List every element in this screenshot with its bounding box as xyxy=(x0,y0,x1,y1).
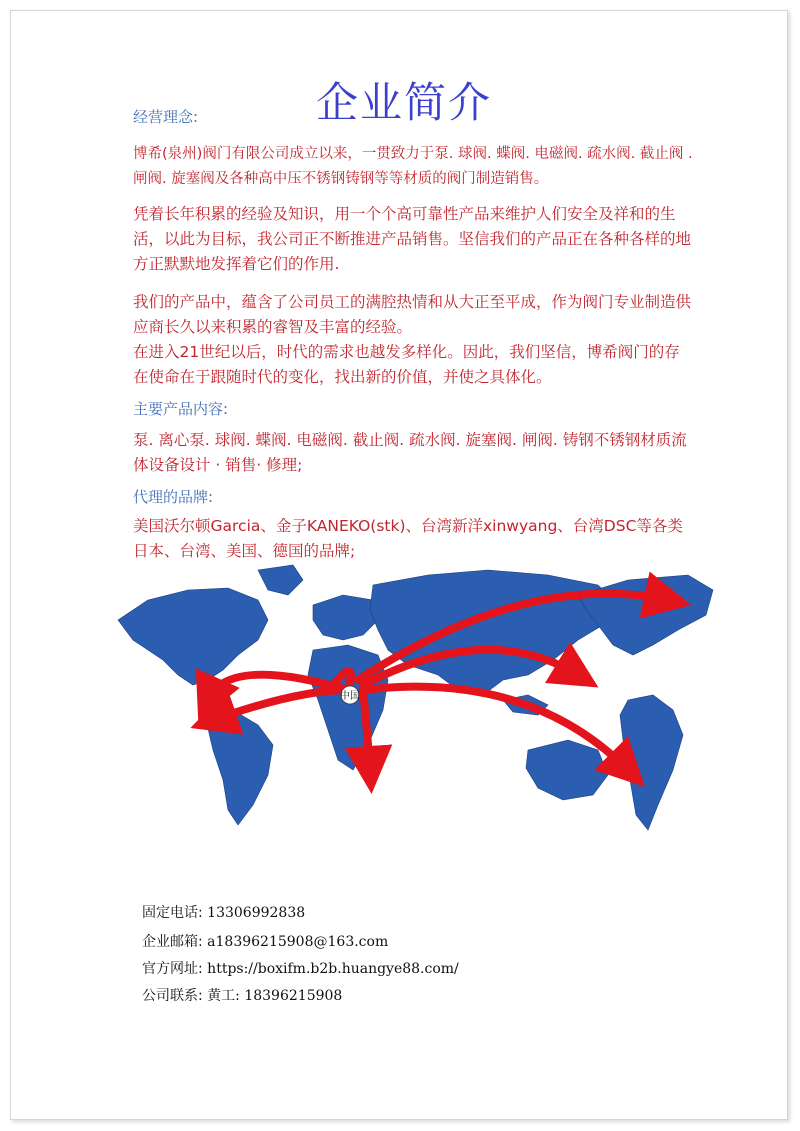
contact-person-line xyxy=(142,985,342,1005)
email-label: 企业邮箱: xyxy=(142,934,203,950)
products-heading: 主要产品内容: xyxy=(133,400,229,418)
phone-line xyxy=(142,902,305,922)
mission-paragraph: 凭着长年积累的经验及知识，用一个个高可靠性产品来维护人们安全及祥和的生活，以此为目标，我公司正不断推进产品销售。坚信我们的产品正在各种各样的地方正默默地发挥着它们的作用. xyxy=(133,205,692,273)
world-map xyxy=(108,560,718,860)
contact-person-value: 黄工: 18396215908 xyxy=(207,988,343,1004)
intro-paragraph: 博希(泉州)阀门有限公司成立以来，一贯致力于泵. 球阀. 蝶阀. 电磁阀. 疏水阀. 截止阀 . 闸阀. 旋塞阀及各种高中压不锈钢铸钢等等材质的阀门制造销售。 xyxy=(133,146,693,187)
page-title: 企业简介 xyxy=(316,78,493,127)
website-line xyxy=(142,958,459,978)
email-line xyxy=(142,931,388,951)
future-paragraph: 在进入21世纪以后，时代的需求也越发多样化。因此，我们坚信，博希阀门的存在使命在于跟随时代的变化，找出新的价值，并使之具体化。 xyxy=(133,343,680,386)
website-value[interactable]: https://boxifm.b2b.huangye88.com/ xyxy=(207,961,459,977)
products-paragraph: 我们的产品中，蕴含了公司员工的满腔热情和从大正至平成，作为阀门专业制造供应商长久以来积累的睿智及丰富的经验。 xyxy=(133,293,692,336)
products-list: 泵. 离心泵. 球阀. 蝶阀. 电磁阀. 截止阀. 疏水阀. 旋塞阀. 闸阀. 铸钢不锈钢材质流体设备设计 · 销售· 修理; xyxy=(133,431,687,474)
phone-value: 13306992838 xyxy=(207,905,306,921)
china-label: 中国 xyxy=(340,691,360,702)
brands-list: 美国沃尔顿Garcia、金子KANEKO(stk)、台湾新洋xinwyang、台湾DSC等各类日本、台湾、美国、德国的品牌; xyxy=(133,517,683,560)
phone-label: 固定电话: xyxy=(142,905,203,921)
website-label: 官方网址: xyxy=(142,961,203,977)
email-value[interactable]: a18396215908@163.com xyxy=(207,934,389,950)
philosophy-heading: 经营理念: xyxy=(133,108,199,126)
brands-heading: 代理的品牌: xyxy=(133,488,214,506)
contact-person-label: 公司联系: xyxy=(142,988,203,1004)
